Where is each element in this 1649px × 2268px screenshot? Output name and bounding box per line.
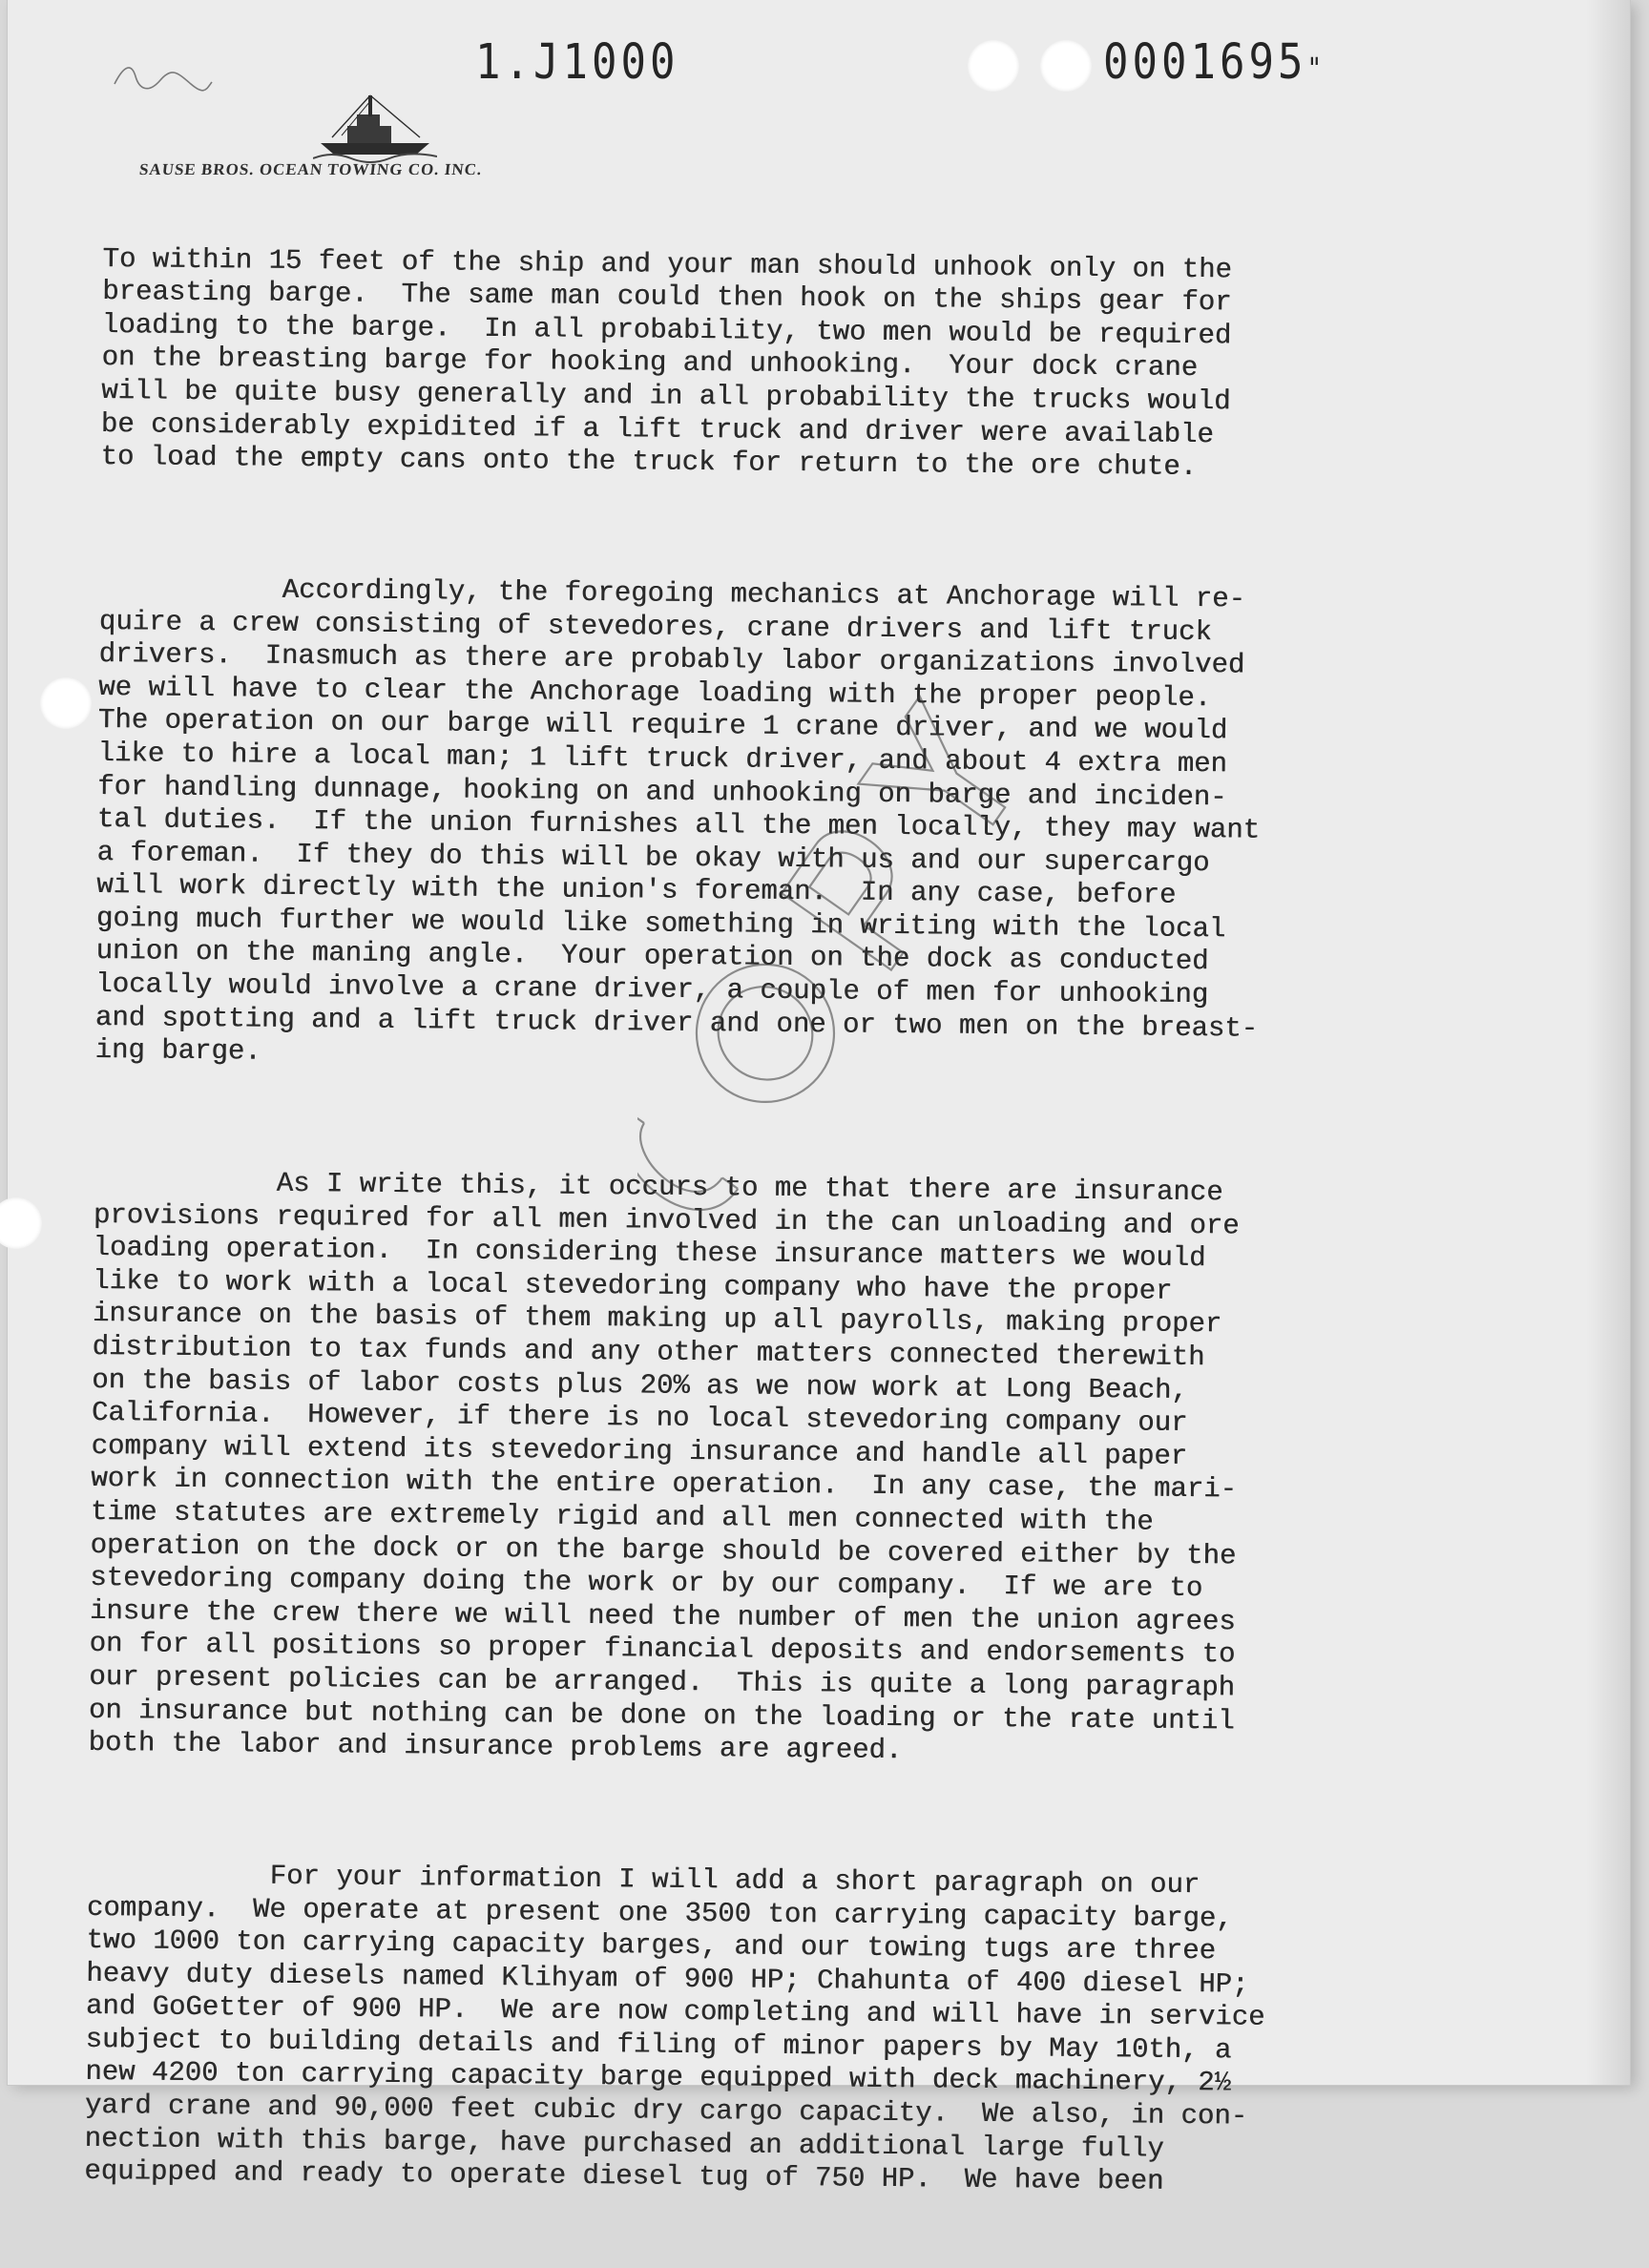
paragraph-2: Accordingly, the foregoing mechanics at Anchorage will re- quire a crew consisting of stevedores, crane drivers and lift truck drivers. Inasmuch as there are probably labor organizations involved we will have to clear the Anchorage loading with the proper people. The operation on our barge will require 1 crane driver, and we would like to hire a local man; 1 lift truck driver, and about 4 extra men for handling dunnage, hooking on and unhooking on barge and inciden- tal duties. If the union furnishes all the men locally, they may want a foreman. If they do this will be okay with us and our supercargo will work directly with the union's foreman. In any case, before going much further we would like something in writing with the local union on the maning angle. Your operation on the dock as conducted locally would involve a crane driver, a couple of men for unhooking and spotting and a lift truck driver and one or two men on the breast- ing barge. xyxy=(94,572,1261,1068)
punch-hole-top-right xyxy=(1040,40,1092,92)
bates-number-suffix: " xyxy=(1306,52,1326,87)
paragraph-4: For your information I will add a short paragraph on our company. We operate at present one 3500 ton carrying capacity barge, two 1000 ton carrying capacity barges, and our towing tugs are three heavy duty diesels named Klihyam of 900 HP; Chahunta of 400 diesel HP; and GoGetter of 900 HP. We are now completing and will have in service subject to building details and filing of minor papers by May 10th, a new 4200 ton carrying capacity barge equipped with deck machinery, 2½ yard crane and 90,000 feet cubic dry cargo capacity. We also, in con- nection with this barge, have purchased an additional large fully equipped and ready to operate diesel tug of 750 HP. We have been xyxy=(84,1858,1265,2198)
punch-hole-top xyxy=(968,40,1019,92)
letterhead-company-name: SAUSE BROS. OCEAN TOWING CO. INC. xyxy=(138,160,484,178)
punch-hole-left-middle xyxy=(40,677,92,729)
punch-hole-left-lower xyxy=(0,1197,42,1249)
paragraph-3: As I write this, it occurs to me that there are insurance provisions required for all men involved in the can unloading and ore loading operation. In considering these insurance matters we would like to work with a local stevedoring company who have the proper insurance on the basis of them making up all payrolls, making proper distribution to tax funds and any other matters connected therewith on the basis of labor costs plus 20% as we now work at Long Beach, California. However, if there is no local stevedoring company our company will extend its stevedoring insurance and handle all paper work in connection with the entire operation. In any case, the mari- time statutes are extremely rigid and all men connected with the operation on the dock or on the barge should be covered either by the stevedoring company doing the work or by our company. If we are to insure the crew there we will need the number of men the union agrees on for all positions so proper financial deposits and endorsements to our present policies can be arranged. This is quite a long paragraph on insurance but nothing can be done on the loading or the rate until both the labor and insurance problems are agreed. xyxy=(88,1165,1240,1767)
document-page xyxy=(8,0,1630,2198)
page-shadow-edge xyxy=(1586,0,1630,2085)
paragraph-1: To within 15 feet of the ship and your man should unhook only on the breasting barge. The same man could then hook on the ships gear for loading to the barge. In all probability, two men would be required on the breasting barge for hooking and unhooking. Your dock crane will be quite busy generally and in all probability the trucks would be considerably expidited if a lift truck and driver were available to load the empty cans onto the truck for return to the ore chute. xyxy=(100,242,1233,484)
document-control-number: 1.J1000 xyxy=(475,34,679,91)
handwritten-mark xyxy=(111,55,216,101)
bates-number xyxy=(1103,34,1325,91)
paragraph-break xyxy=(88,1793,1443,1839)
copy-stamp-icon xyxy=(637,534,1057,1298)
bates-number-value: 0001695 xyxy=(1103,34,1307,91)
tugboat-icon xyxy=(313,88,437,164)
